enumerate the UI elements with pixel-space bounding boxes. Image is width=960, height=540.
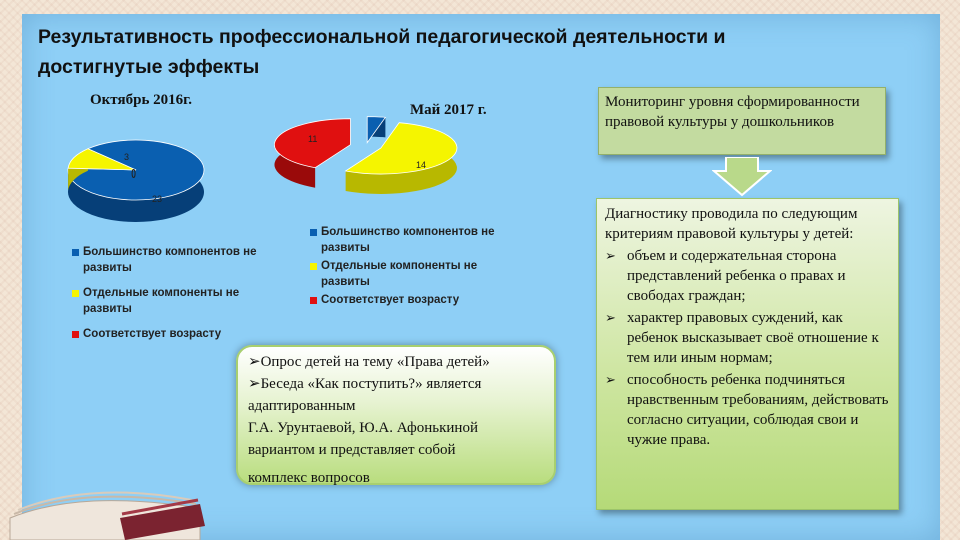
survey-box <box>236 345 556 485</box>
survey-line: вариантом и представляет собой <box>248 442 456 458</box>
pie-data-label: 3 <box>124 152 130 162</box>
down-arrow-icon <box>712 157 772 197</box>
legend-label: Большинство компонентов не развиты <box>83 246 257 274</box>
arrow-bullet-icon: ➢ <box>605 372 616 387</box>
list-item <box>605 370 890 450</box>
legend-swatch-blue <box>310 229 317 236</box>
legend-item <box>310 224 510 256</box>
legend-item <box>310 258 510 290</box>
chart2-legend <box>310 224 510 310</box>
arrow-bullet-icon: ➢ <box>605 248 616 263</box>
pie-slice <box>346 123 457 194</box>
list-item <box>605 308 890 368</box>
legend-item <box>72 285 262 317</box>
survey-line: ➢Опрос детей на тему «Права детей» <box>248 354 490 370</box>
pie-slice <box>274 119 350 188</box>
legend-label: Отдельные компоненты не развиты <box>83 287 240 315</box>
legend-swatch-yellow <box>72 290 79 297</box>
legend-item <box>310 292 510 308</box>
monitoring-box: Мониторинг уровня сформированности правовой культуры у дошкольников <box>598 87 886 155</box>
chart1-legend <box>72 244 262 351</box>
chart2-title: Май 2017 г. <box>410 102 487 118</box>
legend-swatch-blue <box>72 249 79 256</box>
book-illustration <box>0 478 210 540</box>
diagnostics-intro: Диагностику проводила по следующим критериям правовой культуры у детей: <box>605 206 858 242</box>
diagnostics-box <box>596 198 899 510</box>
legend-label: Отдельные компоненты не развиты <box>321 260 478 288</box>
legend-label: Соответствует возрасту <box>321 294 460 306</box>
slide-title: Результативность профессиональной педагогической деятельности и достигнутые эффекты <box>38 26 726 78</box>
list-item-text: характер правовых суждений, как ребенок высказывает своё отношение к тем или иным нормам; <box>627 310 879 366</box>
chart2-pie <box>280 108 460 208</box>
legend-label: Соответствует возрасту <box>83 328 222 340</box>
legend-item <box>72 326 262 342</box>
list-item-text: объем и содержательная сторона представлений ребенка о правах и свободах граждан; <box>627 248 846 304</box>
survey-line: адаптированным <box>248 398 356 414</box>
chart1-pie <box>60 130 220 230</box>
legend-swatch-yellow <box>310 263 317 270</box>
pie-data-label: 23 <box>152 194 163 204</box>
legend-swatch-red <box>72 331 79 338</box>
survey-line: ➢Беседа «Как поступить?» является <box>248 376 482 392</box>
pie-data-label: 11 <box>308 134 318 144</box>
legend-swatch-red <box>310 297 317 304</box>
legend-label: Большинство компонентов не развиты <box>321 226 495 254</box>
survey-line: комплекс вопросов <box>248 470 370 486</box>
list-item-text: способность ребенка подчиняться нравственным требованиям, действовать согласно ситуации, соблюдая свои и чужие права. <box>627 372 889 448</box>
chart1-title: Октябрь 2016г. <box>90 92 192 108</box>
arrow-bullet-icon: ➢ <box>605 310 616 325</box>
pie-data-label: 14 <box>416 160 427 170</box>
legend-item <box>72 244 262 276</box>
survey-line: Г.А. Урунтаевой, Ю.А. Афонькиной <box>248 420 478 436</box>
list-item <box>605 246 890 306</box>
pie-slice <box>367 117 385 143</box>
